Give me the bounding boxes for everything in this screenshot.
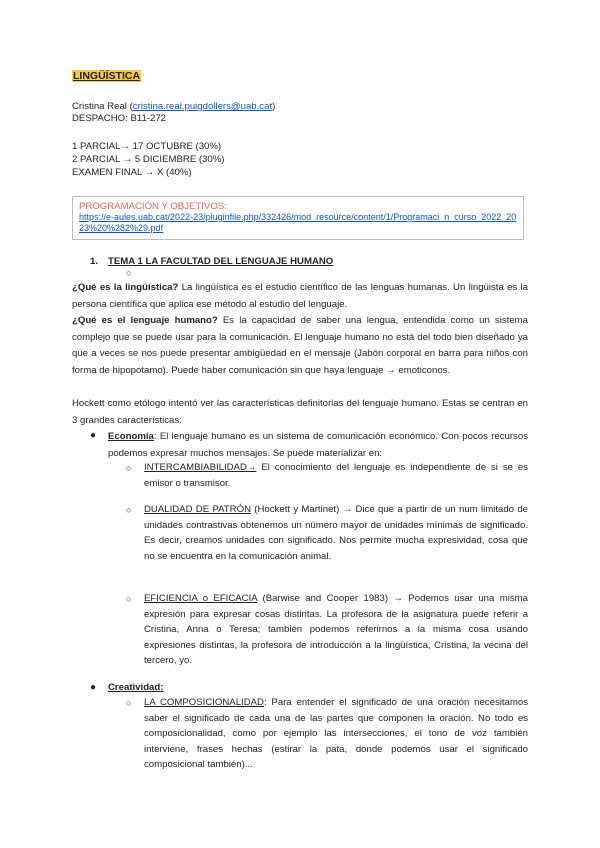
program-box [72, 196, 524, 240]
exam-date-2: 2 PARCIAL → 5 DICIEMBRE (30%) [72, 154, 225, 165]
author-line [72, 101, 275, 113]
office-line: DESPACHO: B11-272 [72, 113, 167, 124]
economia-text: : El lenguaje humano es un sistema de comunicación económico. Con pocos recursos podemos expresar muchos mensajes. Se puede materializar en: [108, 431, 528, 459]
intercambiabilidad-text: El conocimiento del lenguaje es independiente de si se es emisor o transmisor. [144, 462, 528, 489]
sub-bullet-icon: ○ [126, 463, 132, 473]
intercambiabilidad-label: INTERCAMBIABILIDAD→ [144, 462, 257, 473]
composicionalidad-label: LA COMPOSICIONALIDAD [144, 697, 264, 708]
bullet-icon: ● [90, 682, 97, 693]
bullet-icon: ● [90, 430, 97, 441]
economia-label: Economía [108, 431, 154, 442]
economia-paragraph [108, 429, 528, 462]
dualidad-text: (Hockett y Martinet) → Dice que a partir de un num limitado de unidades contrastivas obtenemos un número mayor de unidades mínimas de significado. Es decir, creamos unidades con significado. Nos permite mucha expresividad, cosa que no se encuentra en la comunicación animal. [144, 504, 528, 562]
program-heading: PROGRAMACIÓN Y OBJETIVOS: [79, 201, 227, 212]
author-close-paren: ) [272, 101, 276, 112]
dualidad-item [144, 502, 528, 564]
answer-linguistics: La lingüística es el estudio científico de las lenguas humanas. Un lingüista es la persona científica que aplica ese método al estudio del lenguaje. [72, 282, 528, 310]
eficiencia-item [144, 591, 528, 669]
program-link[interactable]: https://e-aules.uab.cat/2022-23/pluginfile.php/332426/mod_resource/content/1/Programaci_n_curso_2022_2023%20%282%29.pdf [79, 212, 517, 233]
definition-human-language [72, 313, 528, 379]
sub-bullet-icon: ○ [126, 594, 132, 604]
exam-date-1: 1 PARCIAL→ 17 OCTUBRE (30%) [72, 141, 222, 152]
author-name: Cristina Real ( [72, 101, 133, 112]
intercambiabilidad-item [144, 460, 528, 491]
exam-date-3: EXAMEN FINAL → X (40%) [72, 167, 192, 178]
sub-bullet-icon: ○ [126, 698, 132, 708]
eficiencia-text: (Barwise and Cooper 1983) → Podemos usar una misma expresión para expresar cosas distintas. La profesora de la asignatura puede referir a Cristina, Anna o Teresa; también podemos referirnos a la misma cosa usando expresiones distintas, la profesora de introducción a la lingüística, Cristina, la vecina del tercero, yo. [144, 593, 528, 666]
author-email-link[interactable]: cristina.real.puigdollers@uab.cat [132, 101, 273, 112]
section-title: TEMA 1 LA FACULTAD DEL LENGUAJE HUMANO [108, 256, 334, 267]
answer-human-language: Es la capacidad de saber una lengua, entendida como un sistema complejo que se puede usar para la comunicación. El lenguaje humano no está del todo bien diseñado ya que a veces se nos puede presentar ambigüedad en el mensaje (Jabón corporal en barra para niños con forma de hipopotamo). Puede haber comunicación sin que haya lenguaje → emoticonos. [72, 315, 528, 376]
hockett-paragraph: Hockett como etólogo intentó ver las características definitorias del lenguaje humano. Estas se centran en 3 grandes características: [72, 398, 528, 426]
question-linguistics: ¿Qué es la lingüística? [72, 282, 179, 293]
definition-linguistics [72, 280, 528, 313]
eficiencia-label: EFICIENCIA o EFICACIA [144, 593, 258, 604]
composicionalidad-item [144, 695, 528, 773]
document-title: LINGÜÍSTICA [73, 70, 141, 82]
creatividad-label: Creatividad: [108, 682, 164, 693]
question-human-language: ¿Qué es el lenguaje humano? [72, 315, 218, 326]
section-number: 1. [90, 256, 99, 267]
empty-bullet-icon: ○ [126, 268, 132, 278]
sub-bullet-icon: ○ [126, 505, 132, 515]
dualidad-label: DUALIDAD DE PATRÓN [144, 504, 251, 515]
composicionalidad-text: : Para entender el significado de una oración necesitamos saber el significado de cada una de las partes que componen la oración. No todo es composicionalidad, como por ejemplo las intersecciones, el tono de voz también interviene, frases hechas (estirar la pata, donde podemos usar el significado composicional también)... [144, 697, 528, 770]
